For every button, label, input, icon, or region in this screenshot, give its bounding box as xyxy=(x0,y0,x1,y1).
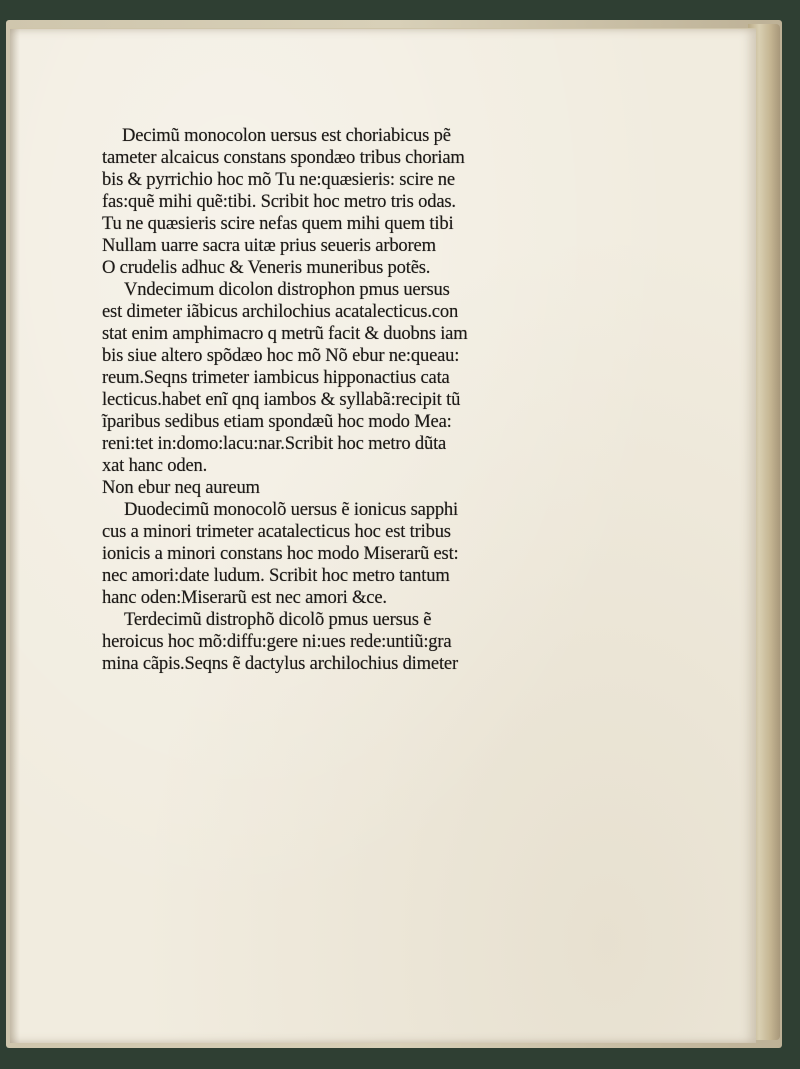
text-line: xat hanc oden. xyxy=(102,455,208,476)
text-line: tameter alcaicus constans spondæo tribus choriam xyxy=(102,147,465,168)
text-line: Terdecimũ distrophõ dicolõ pmus uersus ẽ xyxy=(124,609,432,630)
text-line: ionicis a minori constans hoc modo Miserarũ est: xyxy=(102,543,459,564)
book-page xyxy=(10,28,756,1043)
text-line: heroicus hoc mõ:diffu:gere ni:ues rede:untiũ:gra xyxy=(102,631,452,652)
text-line: ĩparibus sedibus etiam spondæũ hoc modo Mea: xyxy=(102,411,452,432)
printed-text-block xyxy=(102,125,578,675)
text-line: Non ebur neq aureum xyxy=(102,477,260,498)
text-line: hanc oden:Miserarũ est nec amori &ce. xyxy=(102,587,387,608)
text-line: reum.Seqns trimeter iambicus hipponactius cata xyxy=(102,367,450,388)
text-line: Nullam uarre sacra uitæ prius seueris arborem xyxy=(102,235,436,256)
text-line: stat enim amphimacro q metrũ facit & duobns iam xyxy=(102,323,468,344)
text-line: mina cãpis.Seqns ẽ dactylus archilochius dimeter xyxy=(102,653,458,674)
text-line: Tu ne quæsieris scire nefas quem mihi quem tibi xyxy=(102,213,454,234)
text-line: Decimũ monocolon uersus est choriabicus pẽ xyxy=(122,125,451,146)
text-line: nec amori:date ludum. Scribit hoc metro tantum xyxy=(102,565,450,586)
text-line: bis & pyrrichio hoc mõ Tu ne:quæsieris: scire ne xyxy=(102,169,455,190)
page-gutter-shadow xyxy=(10,29,20,1043)
text-line: cus a minori trimeter acatalecticus hoc est tribus xyxy=(102,521,451,542)
text-line: O crudelis adhuc & Veneris muneribus potẽs. xyxy=(102,257,431,278)
text-line: Duodecimũ monocolõ uersus ẽ ionicus sapphi xyxy=(124,499,458,520)
text-line: fas:quẽ mihi quẽ:tibi. Scribit hoc metro tris odas. xyxy=(102,191,456,212)
text-line: est dimeter iãbicus archilochius acatalecticus.con xyxy=(102,301,459,322)
text-line: lecticus.habet enĩ qnq iambos & syllabã:recipit tũ xyxy=(102,389,461,410)
text-line: bis siue altero spõdæo hoc mõ Nõ ebur ne:queau: xyxy=(102,345,460,366)
text-line: Vndecimum dicolon distrophon pmus uersus xyxy=(124,279,450,300)
text-line: reni:tet in:domo:lacu:nar.Scribit hoc metro dũta xyxy=(102,433,447,454)
